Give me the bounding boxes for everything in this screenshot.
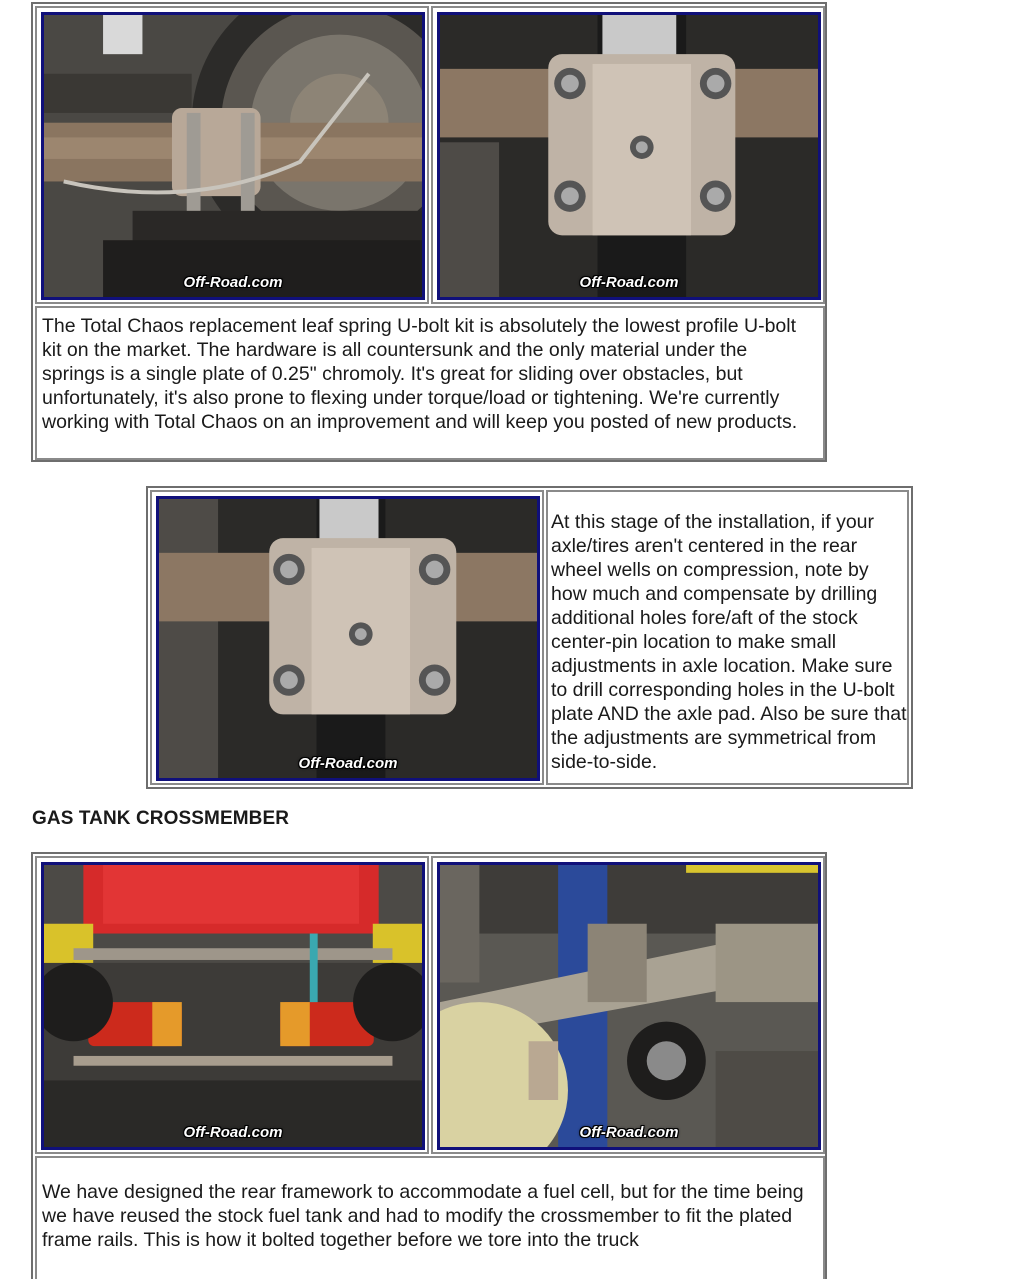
caption-cell: [35, 1156, 825, 1279]
photo-ubolt-axle-wheel: [41, 12, 425, 300]
photo-ubolt-plate-closeup-image: [440, 15, 818, 297]
photo-rear-frame-taillights-image: [44, 865, 422, 1147]
photo-crossmember-frame: [437, 862, 821, 1150]
caption-text-1: The Total Chaos replacement leaf spring U-bolt kit is absolutely the lowest profile U-bolt kit on the market. The hardware is all countersunk and the only material under the springs is a single plate of 0.25" chromoly. It's great for sliding over obstacles, but unfortunately, it's also prone to flexing under torque/load or tightening. We're currently working with Total Chaos on an improvement and will keep you posted of new products.: [42, 315, 798, 433]
caption-text-3: We have designed the rear framework to accommodate a fuel cell, but for the time being we have reused the stock fuel tank and had to modify the crossmember to fit the plated frame rails. This is how it bolted together before we tore into the truck: [42, 1181, 804, 1251]
caption-text-2: At this stage of the installation, if your axle/tires aren't centered in the rear wheel wells on compression, note by how much and compensate by drilling additional holes fore/aft of the stock center-pin location to make small adjustments in axle location. Make sure to drill corresponding holes in the U-bolt plate AND the axle pad. Also be sure that the adjustments are symmetrical from side-to-side.: [551, 511, 907, 773]
photo-watermark: Off-Road.com: [183, 1124, 283, 1141]
photo-ubolt-axle-wheel-image: [44, 15, 422, 297]
caption-cell: [35, 306, 825, 460]
photo-rear-frame-taillights: [41, 862, 425, 1150]
photo-axle-alignment-image: [159, 499, 537, 778]
caption-cell: [546, 490, 909, 785]
photo-ubolt-plate-closeup: [437, 12, 821, 300]
photo-cell: [150, 490, 544, 785]
photo-table-3: [31, 852, 827, 1279]
photo-cell-right: [431, 856, 825, 1154]
photo-watermark: Off-Road.com: [579, 1124, 679, 1141]
section-heading: GAS TANK CROSSMEMBER: [32, 808, 290, 829]
photo-cell-right: [431, 6, 825, 304]
photo-watermark: Off-Road.com: [579, 274, 679, 291]
photo-cell-left: [35, 856, 429, 1154]
photo-watermark: Off-Road.com: [298, 755, 398, 772]
photo-axle-alignment: [156, 496, 540, 781]
photo-watermark: Off-Road.com: [183, 274, 283, 291]
photo-cell-left: [35, 6, 429, 304]
photo-crossmember-frame-image: [440, 865, 818, 1147]
photo-table-2: [146, 486, 913, 789]
photo-table-1: [31, 2, 827, 462]
